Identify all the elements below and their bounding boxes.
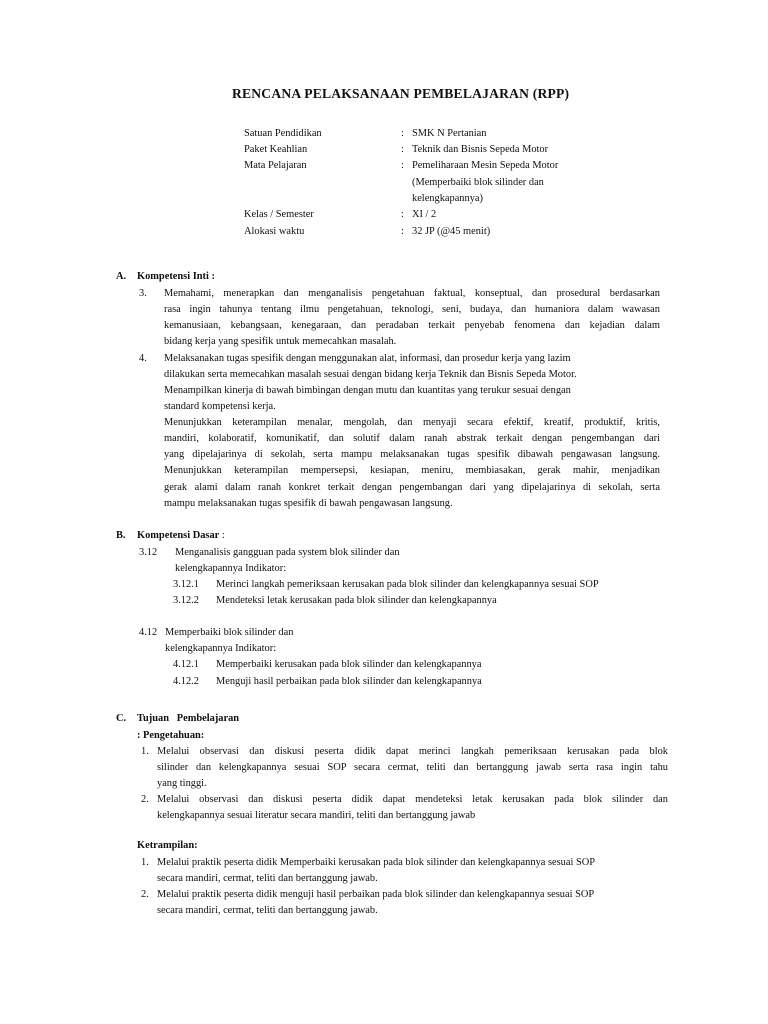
identity-colon: :: [401, 160, 404, 171]
section-letter: C.: [116, 713, 127, 724]
identity-value: 32 JP (@45 menit): [412, 226, 491, 237]
list-number: 1.: [141, 746, 149, 757]
indicator-number: 3.12.2: [173, 595, 199, 606]
list-number: 2.: [141, 794, 149, 805]
identity-value: SMK N Pertanian: [412, 128, 487, 139]
identity-colon: :: [401, 128, 404, 139]
identity-label: Alokasi waktu: [244, 226, 305, 237]
paragraph-line: Melalui observasi dan diskusi peserta didik dapat merinci langkah pemeriksaan kerusakan pada blok: [157, 746, 668, 757]
paragraph-line: secara mandiri, cermat, teliti dan bertanggung jawab.: [157, 873, 378, 884]
paragraph-line: yang dipelajarinya di sekolah, serta mampu melaksanakan tugas spesifik dibawah pengawasan langsung.: [164, 449, 660, 460]
section-heading: Kompetensi Inti :: [137, 271, 215, 282]
identity-value-continued: (Memperbaiki blok silinder dan: [412, 177, 544, 188]
identity-colon: :: [401, 209, 404, 220]
paragraph-line: kemanusiaan, kebangsaan, kenegaraan, dan peradaban terkait penyebab fenomena dan kejadian dalam: [164, 320, 660, 331]
kd-text: kelengkapannya Indikator:: [165, 643, 277, 654]
paragraph-line: secara mandiri, cermat, teliti dan bertanggung jawab.: [157, 905, 378, 916]
paragraph-line: gerak alami dalam ranah konkret terkait dengan pengembangan dari yang dipelajarinya di sekolah, serta: [164, 482, 660, 493]
paragraph-line: Memahami, menerapkan dan menganalisis pengetahuan faktual, konseptual, dan prosedural berdasarkan: [164, 288, 660, 299]
paragraph-line: kelengkapannya sesuai literatur secara mandiri, teliti dan bertanggung jawab: [157, 810, 476, 821]
section-letter: B.: [116, 530, 126, 541]
section-heading-colon: :: [219, 530, 225, 541]
indicator-number: 4.12.1: [173, 659, 199, 670]
subheading-ketrampilan: Ketrampilan:: [137, 840, 198, 851]
list-number: 2.: [141, 889, 149, 900]
paragraph-line: rasa ingin tahunya tentang ilmu pengetahuan, teknologi, seni, budaya, dan humaniora dalam wawasan: [164, 304, 660, 315]
indicator-text: Merinci langkah pemeriksaan kerusakan pada blok silinder dan kelengkapannya sesuai SOP: [216, 579, 599, 590]
section-letter: A.: [116, 271, 127, 282]
indicator-number: 3.12.1: [173, 579, 199, 590]
kd-number: 4.12: [139, 627, 158, 638]
paragraph-line: dilakukan serta memecahkan masalah sesuai dengan bidang kerja Teknik dan Bisnis Sepeda Motor.: [164, 369, 577, 380]
indicator-text: Mendeteksi letak kerusakan pada blok silinder dan kelengkapannya: [216, 595, 497, 606]
paragraph-line: yang tinggi.: [157, 778, 207, 789]
section-heading: Kompetensi Dasar: [137, 530, 220, 541]
identity-value: XI / 2: [412, 209, 437, 220]
identity-colon: :: [401, 226, 404, 237]
paragraph-line: mampu melaksanakan tugas spesifik di bawah pengawasan langsung.: [164, 498, 453, 509]
identity-value-continued: kelengkapannya): [412, 193, 483, 204]
paragraph-line: standard kompetensi kerja.: [164, 401, 276, 412]
paragraph-line: mandiri, kolaboratif, komunikatif, dan solutif dalam ranah abstrak terkait dengan pengembangan dari: [164, 433, 660, 444]
identity-value: Pemeliharaan Mesin Sepeda Motor: [412, 160, 559, 171]
subheading-pengetahuan: : Pengetahuan:: [137, 730, 205, 741]
list-number: 3.: [139, 288, 147, 299]
identity-value: Teknik dan Bisnis Sepeda Motor: [412, 144, 549, 155]
identity-colon: :: [401, 144, 404, 155]
identity-label: Satuan Pendidikan: [244, 128, 322, 139]
section-heading: Tujuan Pembelajaran: [137, 713, 240, 724]
identity-label: Kelas / Semester: [244, 209, 314, 220]
indicator-text: Menguji hasil perbaikan pada blok silinder dan kelengkapannya: [216, 676, 482, 687]
document-title: RENCANA PELAKSANAAN PEMBELAJARAN (RPP): [232, 86, 570, 101]
paragraph-line: silinder dan kelengkapannya sesuai SOP secara cermat, teliti dan bertanggung jawab serta rasa ingin tahu: [157, 762, 668, 773]
paragraph-line: Melalui praktik peserta didik Memperbaiki kerusakan pada blok silinder dan kelengkapannya sesuai SOP: [157, 857, 596, 868]
paragraph-line: bidang kerja yang spesifik untuk memecahkan masalah.: [164, 336, 397, 347]
paragraph-line: Melalui observasi dan diskusi peserta didik dapat mendeteksi letak kerusakan pada blok silinder dan: [157, 794, 668, 805]
kd-number: 3.12: [139, 547, 158, 558]
identity-label: Mata Pelajaran: [244, 160, 307, 171]
kd-text: Menganalisis gangguan pada system blok silinder dan: [175, 547, 400, 558]
paragraph-line: Menunjukkan keterampilan menalar, mengolah, dan menyaji secara efektif, kreatif, produktif, kritis,: [164, 417, 660, 428]
list-number: 1.: [141, 857, 149, 868]
kd-text: Memperbaiki blok silinder dan: [165, 627, 294, 638]
paragraph-line: Menunjukkan keterampilan mempersepsi, kesiapan, meniru, membiasakan, gerak mahir, menjadikan: [164, 465, 660, 476]
paragraph-line: Melalui praktik peserta didik menguji hasil perbaikan pada blok silinder dan kelengkapannya sesuai SOP: [157, 889, 595, 900]
identity-label: Paket Keahlian: [244, 144, 308, 155]
indicator-number: 4.12.2: [173, 676, 199, 687]
kd-text: kelengkapannya Indikator:: [175, 563, 287, 574]
paragraph-line: Menampilkan kinerja di bawah bimbingan dengan mutu dan kuantitas yang terukur sesuai dengan: [164, 385, 571, 396]
paragraph-line: Melaksanakan tugas spesifik dengan menggunakan alat, informasi, dan prosedur kerja yang lazim: [164, 353, 571, 364]
list-number: 4.: [139, 353, 147, 364]
indicator-text: Memperbaiki kerusakan pada blok silinder dan kelengkapannya: [216, 659, 482, 670]
